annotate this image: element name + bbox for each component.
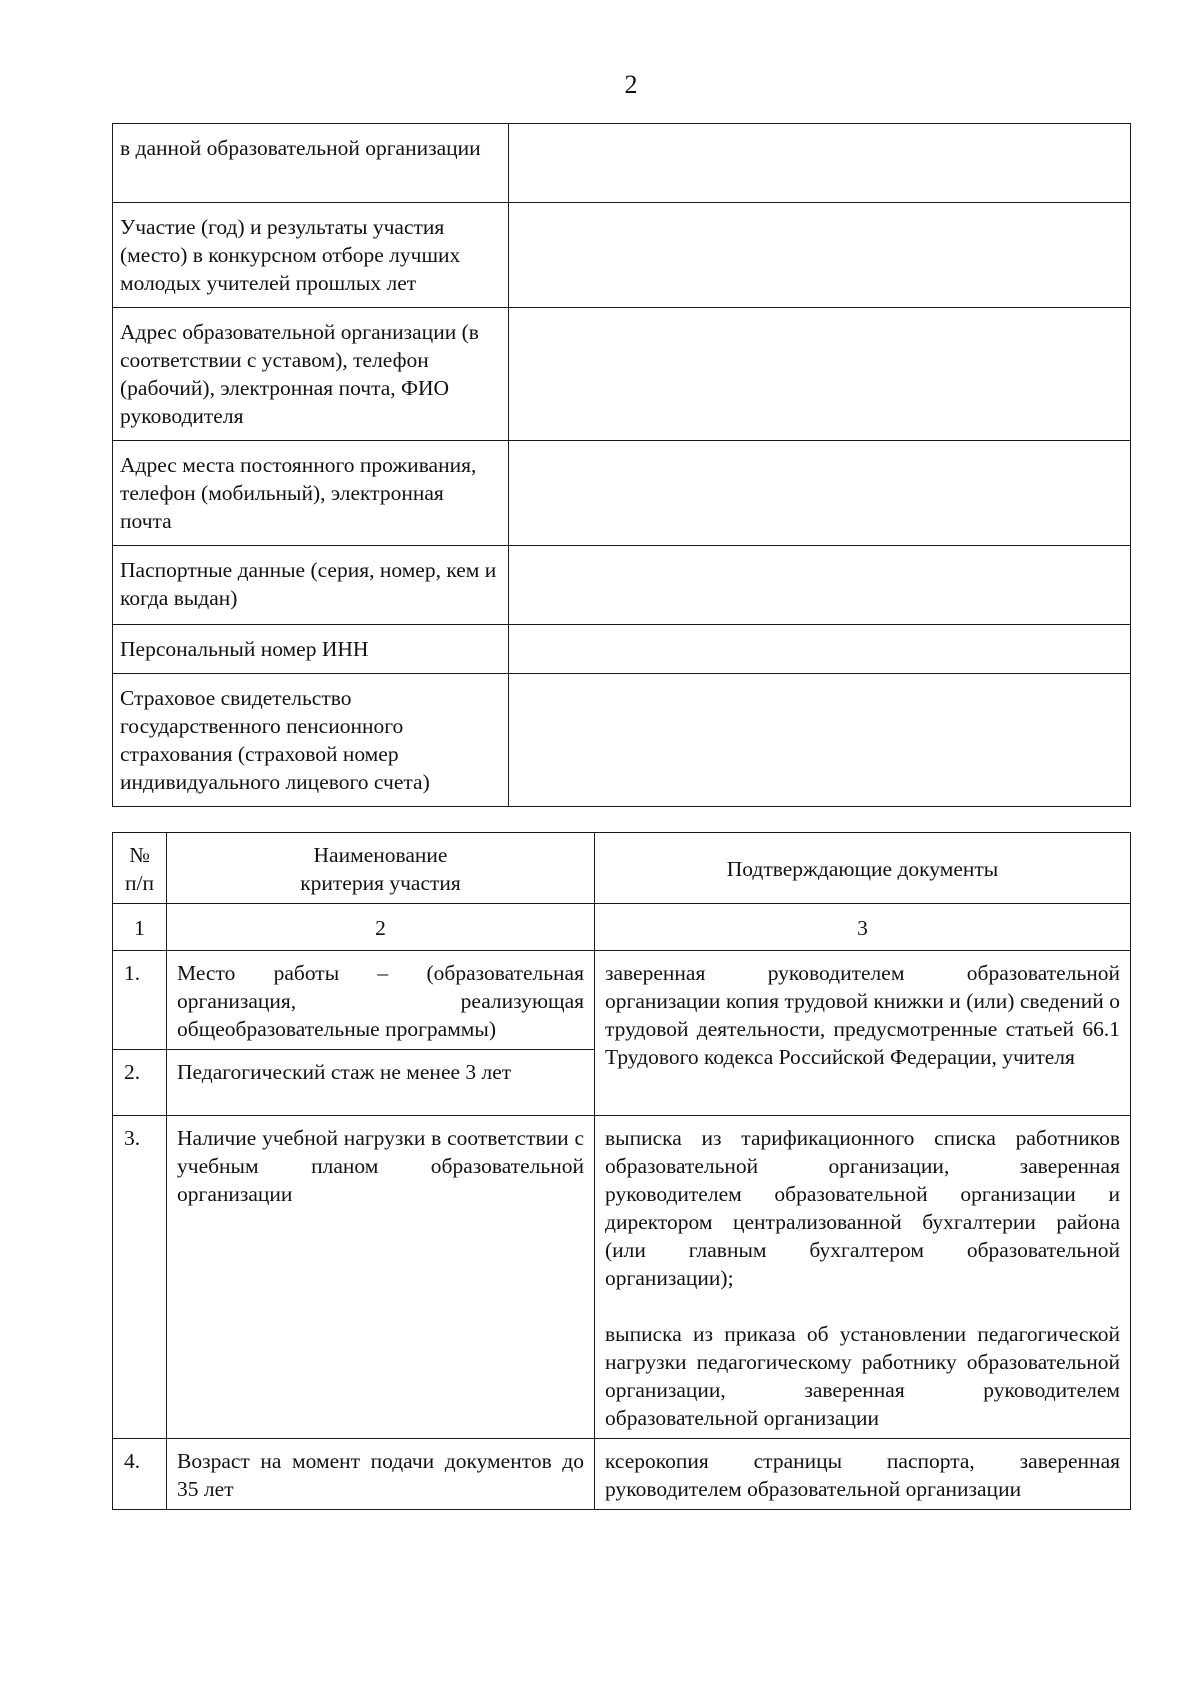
row-value-field[interactable]: [509, 441, 1131, 546]
page-number: 2: [624, 70, 638, 99]
row-value-field[interactable]: [509, 674, 1131, 807]
supporting-documents: [595, 1116, 1131, 1439]
table-row: [113, 546, 1131, 625]
column-index-row: [113, 904, 1131, 951]
row-label: Паспортные данные (серия, номер, кем и когда выдан): [113, 546, 509, 625]
row-value-field[interactable]: [509, 124, 1131, 203]
header-docs: Подтверждающие документы: [595, 833, 1131, 904]
row-label: Участие (год) и результаты участия (место) в конкурсном отборе лучших молодых учителей прошлых лет: [113, 203, 509, 308]
criterion-name: Наличие учебной нагрузки в соответствии с учебным планом образовательной организации: [167, 1116, 595, 1439]
column-index: 3: [595, 904, 1131, 951]
table-header-row: [113, 833, 1131, 904]
row-value-field[interactable]: [509, 625, 1131, 674]
supporting-documents-paragraph: выписка из тарификационного списка работников образовательной организации, заверенная руководителем образовательной организации и директором централизованной бухгалтерии района (или главным бухгалтером образовательной организации);: [605, 1126, 1120, 1290]
row-label: Персональный номер ИНН: [113, 625, 509, 674]
column-index: 1: [113, 904, 167, 951]
row-number: 3.: [113, 1116, 167, 1439]
row-number: 2.: [113, 1050, 167, 1116]
header-num-line1: №: [129, 843, 150, 867]
participant-info-table: [112, 123, 1131, 807]
column-index: 2: [167, 904, 595, 951]
supporting-documents-paragraph: выписка из приказа об установлении педагогической нагрузки педагогическому работнику образовательной организации, заверенная руководителем образовательной организации: [605, 1322, 1120, 1430]
table-row: [113, 674, 1131, 807]
row-value-field[interactable]: [509, 546, 1131, 625]
criterion-name: Педагогический стаж не менее 3 лет: [167, 1050, 595, 1116]
header-num-line2: п/п: [125, 871, 154, 895]
criterion-name: Место работы – (образовательная организация, реализующая общеобразовательные программы): [167, 951, 595, 1050]
table-row: [113, 441, 1131, 546]
header-num: [113, 833, 167, 904]
row-label: Адрес места постоянного проживания, телефон (мобильный), электронная почта: [113, 441, 509, 546]
criteria-table: [112, 832, 1131, 1510]
row-value-field[interactable]: [509, 308, 1131, 441]
row-label: Страховое свидетельство государственного пенсионного страхования (страховой номер индивидуального лицевого счета): [113, 674, 509, 807]
table-row: [113, 124, 1131, 203]
table-row: [113, 1439, 1131, 1510]
row-label: Адрес образовательной организации (в соответствии с уставом), телефон (рабочий), электронная почта, ФИО руководителя: [113, 308, 509, 441]
supporting-documents: ксерокопия страницы паспорта, заверенная руководителем образовательной организации: [595, 1439, 1131, 1510]
header-name: [167, 833, 595, 904]
table-row: [113, 951, 1131, 1050]
table-row: [113, 1116, 1131, 1439]
row-number: 4.: [113, 1439, 167, 1510]
row-value-field[interactable]: [509, 203, 1131, 308]
supporting-documents: заверенная руководителем образовательной организации копия трудовой книжки и (или) сведений о трудовой деятельности, предусмотренные статьей 66.1 Трудового кодекса Российской Федерации, учителя: [595, 951, 1131, 1116]
row-number: 1.: [113, 951, 167, 1050]
table-row: [113, 625, 1131, 674]
table-row: [113, 203, 1131, 308]
header-name-line2: критерия участия: [300, 871, 461, 895]
table-row: [113, 308, 1131, 441]
criterion-name: Возраст на момент подачи документов до 35 лет: [167, 1439, 595, 1510]
header-name-line1: Наименование: [313, 843, 448, 867]
row-label: в данной образовательной организации: [113, 124, 509, 203]
